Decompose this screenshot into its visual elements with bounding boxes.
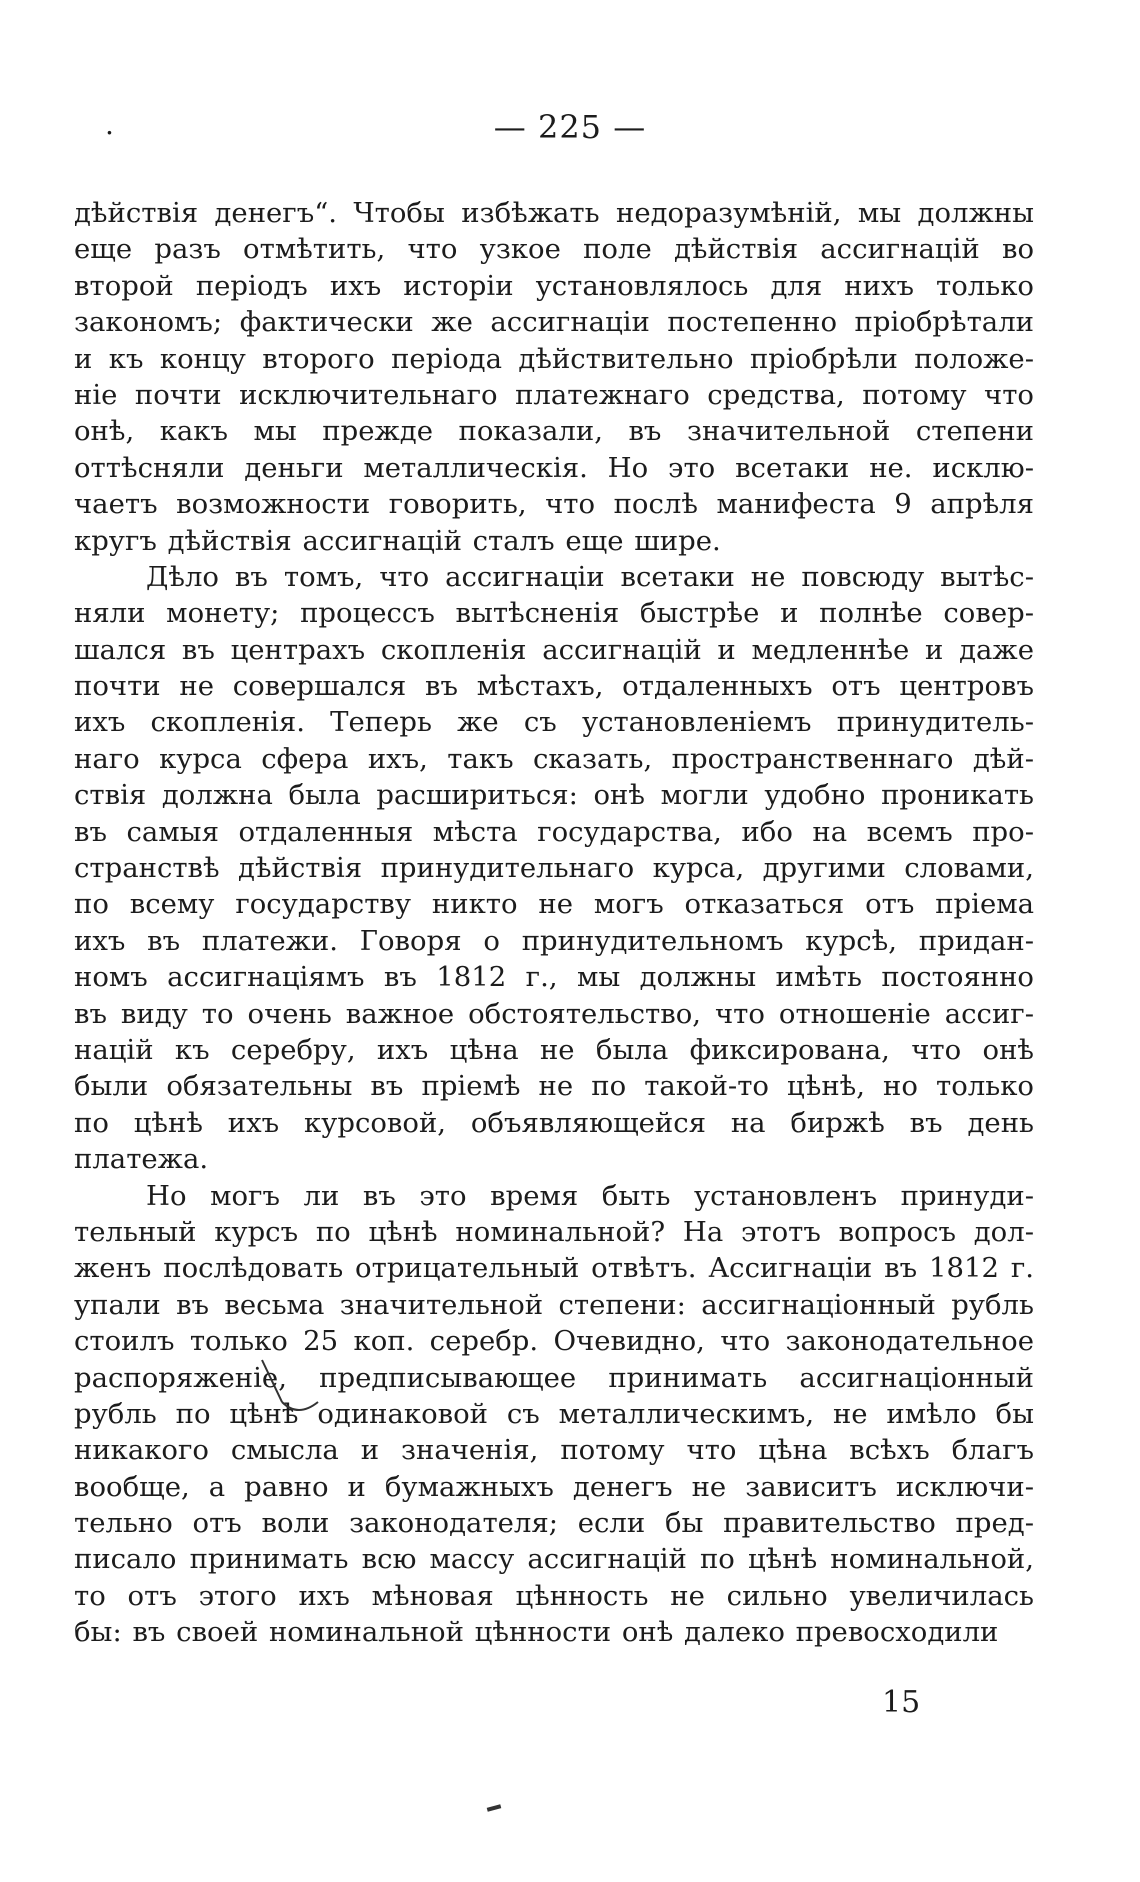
text-line: платежа. [74,1143,209,1176]
text-line: по цѣнѣ ихъ курсовой, объявляющейся на биржѣ въ день [74,1106,1034,1139]
text-line: вообще, а равно и бумажныхъ денегъ не зависитъ исключи- [74,1470,1034,1503]
text-line: кругъ дѣйствія ассигнацій сталъ еще шире. [74,524,721,557]
text-line: бы: въ своей номинальной цѣнности онѣ далеко превосходили [74,1616,999,1649]
printer-signature-mark: 15 [882,1685,921,1720]
text-line: чаетъ возможности говорить, что послѣ манифеста 9 апрѣля [74,488,1034,521]
text-line: еще разъ отмѣтить, что узкое поле дѣйствія ассигнацій во [74,233,1034,266]
stray-ink-mark [487,1804,502,1811]
text-line: номъ ассигнаціямъ въ 1812 г., мы должны имѣть постоянно [74,961,1034,994]
header-dot: . [105,108,115,141]
text-line: второй періодъ ихъ исторіи установлялось для нихъ только [74,269,1034,302]
text-line: закономъ; фактически же ассигнаціи постепенно пріобрѣтали [74,306,1034,339]
text-line: женъ послѣдовать отрицательный отвѣтъ. Ассигнаціи въ 1812 г. [74,1252,1034,1285]
text-line: писало принимать всю массу ассигнацій по цѣнѣ номинальной, [74,1543,1034,1576]
text-line: странствѣ дѣйствія принудительнаго курса, другими словами, [74,852,1034,885]
text-line: были обязательны въ пріемѣ не по такой-то цѣнѣ, но только [74,1070,1034,1103]
text-line: Дѣло въ томъ, что ассигнаціи всетаки не повсюду вытѣс- [146,560,1034,593]
text-line: няли монету; процессъ вытѣсненія быстрѣе и полнѣе совер- [74,597,1034,630]
text-line: націй къ серебру, ихъ цѣна не была фиксирована, что онѣ [74,1033,1034,1066]
text-line: распоряженіе, предписывающее принимать ассигнаціонный [74,1361,1034,1394]
text-line: ихъ въ платежи. Говоря о принудительномъ курсѣ, придан- [74,924,1034,957]
body-text [74,195,1034,1651]
page-number: — 225 — [493,108,647,146]
text-line: наго курса сфера ихъ, такъ сказать, пространственнаго дѣй- [74,742,1034,775]
text-line: въ виду то очень важное обстоятельство, что отношеніе ассиг- [74,997,1034,1030]
text-line: шался въ центрахъ скопленія ассигнацій и медленнѣе и даже [74,633,1034,666]
text-line: упали въ весьма значительной степени: ассигнаціонный рубль [74,1288,1034,1321]
text-line: тельно отъ воли законодателя; если бы правительство пред- [74,1507,1034,1540]
handwritten-bracket-mark [258,1358,378,1428]
text-line: въ самыя отдаленныя мѣста государства, ибо на всемъ про- [74,815,1034,848]
text-line: никакого смысла и значенія, потому что цѣна всѣхъ благъ [74,1434,1034,1467]
text-line: онѣ, какъ мы прежде показали, въ значительной степени [74,415,1034,448]
text-line: то отъ этого ихъ мѣновая цѣнность не сильно увеличилась [74,1579,1034,1612]
page-header [0,108,1140,146]
text-line: ихъ скопленія. Теперь же съ установленіемъ принудитель- [74,706,1034,739]
text-line: по всему государству никто не могъ отказаться отъ пріема [74,888,1034,921]
text-line: оттѣсняли деньги металлическія. Но это всетаки не. исклю- [74,451,1034,484]
text-line: тельный курсъ по цѣнѣ номинальной? На этотъ вопросъ дол- [74,1215,1034,1248]
text-line: стоилъ только 25 коп. серебр. Очевидно, что законодательное [74,1325,1034,1358]
text-line: дѣйствія денегъ“. Чтобы избѣжать недоразумѣній, мы должны [74,197,1034,229]
text-line: ніе почти исключительнаго платежнаго средства, потому что [74,378,1034,411]
text-line: Но могъ ли въ это время быть установленъ принуди- [146,1179,1034,1212]
text-line: рубль по цѣнѣ одинаковой съ металлическимъ, не имѣло бы [74,1397,1034,1430]
text-line: и къ концу второго періода дѣйствительно пріобрѣли положе- [74,342,1034,375]
text-line: ствія должна была расшириться: онѣ могли удобно проникать [74,779,1034,812]
text-line: почти не совершался въ мѣстахъ, отдаленныхъ отъ центровъ [74,670,1034,703]
